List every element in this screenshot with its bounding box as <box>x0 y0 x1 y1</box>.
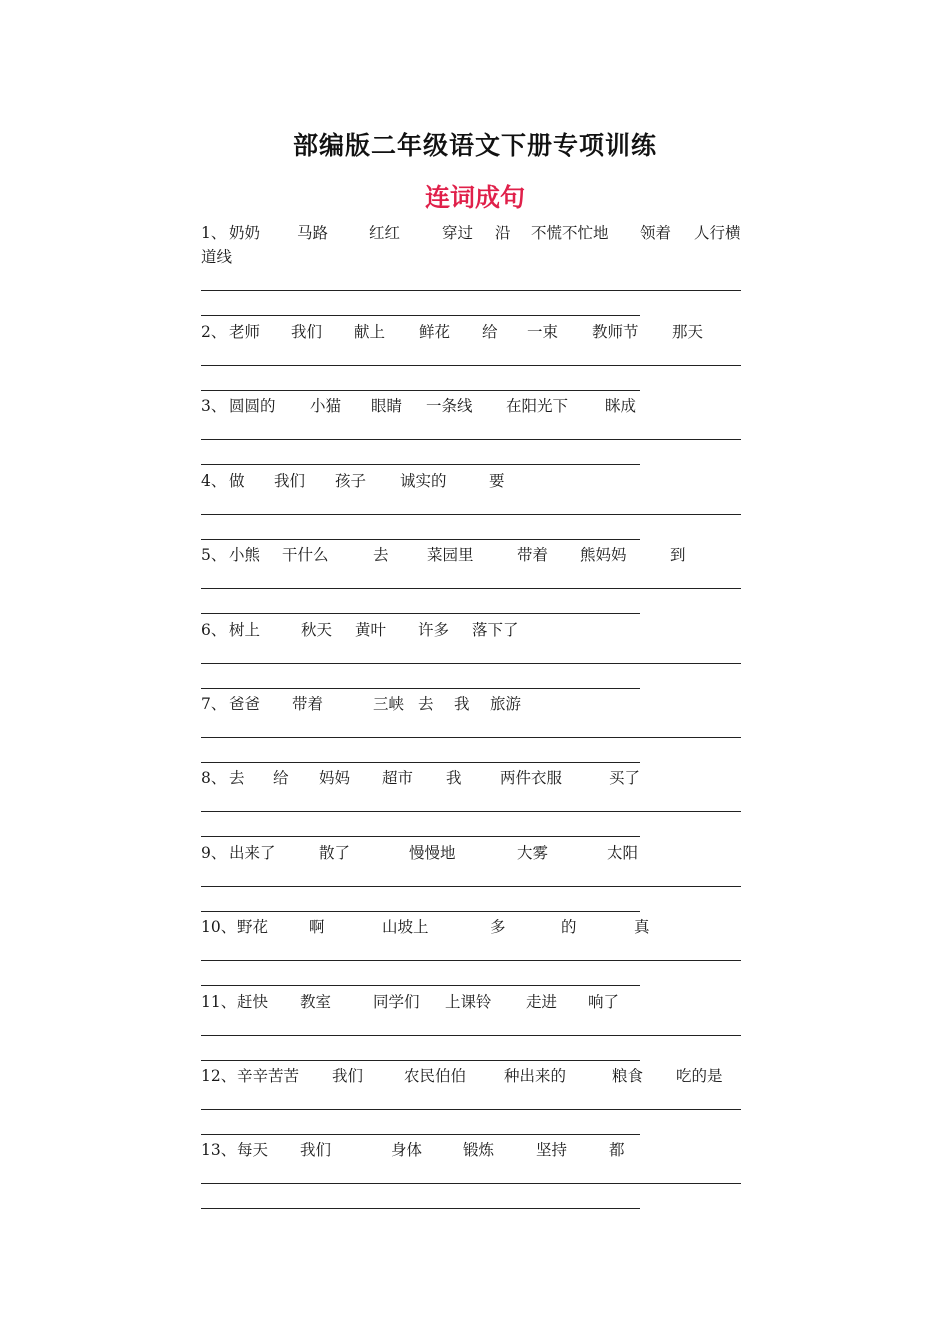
answer-line <box>201 365 741 366</box>
word-card: 马路 <box>297 224 329 242</box>
word-card: 种出来的 <box>504 1067 567 1085</box>
word-card: 奶奶 <box>229 224 261 242</box>
word-card: 爸爸 <box>229 695 261 713</box>
answer-line <box>201 1035 741 1036</box>
word-card: 我们 <box>332 1067 364 1085</box>
word-card: 三峡 <box>373 695 405 713</box>
word-card: 我 <box>446 769 462 787</box>
word-card: 那天 <box>672 323 704 341</box>
word-card: 去 <box>418 695 434 713</box>
answer-line <box>201 1060 640 1061</box>
word-card: 要 <box>489 472 505 490</box>
word-card: 我 <box>454 695 470 713</box>
exercise-number: 11、 <box>201 993 237 1011</box>
word-card: 落下了 <box>472 621 519 639</box>
word-card: 黄叶 <box>355 621 387 639</box>
word-card: 粮食 <box>612 1067 644 1085</box>
word-card: 给 <box>482 323 498 341</box>
exercise-number: 3、 <box>201 397 227 415</box>
word-card: 两件衣服 <box>500 769 563 787</box>
word-card: 坚持 <box>536 1141 568 1159</box>
word-card: 带着 <box>292 695 324 713</box>
word-card: 沿 <box>495 224 511 242</box>
word-card: 真 <box>634 918 650 936</box>
word-card: 红红 <box>369 224 401 242</box>
answer-line <box>201 1134 640 1135</box>
word-card: 太阳 <box>607 844 639 862</box>
word-card: 穿过 <box>442 224 474 242</box>
word-card: 领着 <box>640 224 672 242</box>
word-card: 树上 <box>229 621 261 639</box>
word-card: 菜园里 <box>427 546 474 564</box>
word-card: 赶快 <box>237 993 269 1011</box>
answer-line <box>201 663 741 664</box>
word-card: 啊 <box>309 918 325 936</box>
word-card: 散了 <box>319 844 351 862</box>
word-card: 妈妈 <box>319 769 351 787</box>
word-card: 身体 <box>391 1141 423 1159</box>
exercise-number: 9、 <box>201 844 227 862</box>
word-card: 辛辛苦苦 <box>237 1067 300 1085</box>
word-card: 教室 <box>300 993 332 1011</box>
word-card: 我们 <box>291 323 323 341</box>
answer-line <box>201 1183 741 1184</box>
word-card: 带着 <box>517 546 549 564</box>
exercise-number: 10、 <box>201 918 237 936</box>
word-card: 超市 <box>382 769 414 787</box>
word-card: 一条线 <box>426 397 473 415</box>
exercise-number: 5、 <box>201 546 227 564</box>
word-card: 野花 <box>237 918 269 936</box>
answer-line <box>201 960 741 961</box>
word-card: 山坡上 <box>382 918 429 936</box>
word-card: 许多 <box>418 621 450 639</box>
exercise-number: 12、 <box>201 1067 237 1085</box>
answer-line <box>201 588 741 589</box>
answer-line <box>201 464 640 465</box>
page-title: 部编版二年级语文下册专项训练 <box>292 131 657 160</box>
answer-line <box>201 836 640 837</box>
word-card: 教师节 <box>592 323 639 341</box>
answer-line <box>201 1109 741 1110</box>
word-card: 响了 <box>588 993 620 1011</box>
word-card: 的 <box>561 918 577 936</box>
answer-line <box>201 811 741 812</box>
exercise-words-continuation: 道线 <box>201 248 233 266</box>
word-card: 小猫 <box>310 397 342 415</box>
word-card: 锻炼 <box>463 1141 495 1159</box>
word-card: 多 <box>490 918 506 936</box>
exercise-number: 13、 <box>201 1141 237 1159</box>
word-card: 诚实的 <box>400 472 447 490</box>
exercise-number: 6、 <box>201 621 227 639</box>
word-card: 献上 <box>354 323 386 341</box>
answer-line <box>201 1208 640 1209</box>
word-card: 同学们 <box>373 993 420 1011</box>
page-subtitle: 连词成句 <box>424 183 525 212</box>
word-card: 大雾 <box>517 844 549 862</box>
exercise-number: 4、 <box>201 472 227 490</box>
answer-line <box>201 762 640 763</box>
answer-line <box>201 439 741 440</box>
word-card: 眯成 <box>605 397 637 415</box>
word-card: 人行横 <box>694 224 741 242</box>
word-card: 每天 <box>237 1141 269 1159</box>
exercise-number: 7、 <box>201 695 227 713</box>
answer-line <box>201 315 640 316</box>
word-card: 鲜花 <box>419 323 451 341</box>
answer-line <box>201 290 741 291</box>
answer-line <box>201 688 640 689</box>
exercise-number: 1、 <box>201 224 227 242</box>
word-card: 给 <box>273 769 289 787</box>
word-card: 圆圆的 <box>229 397 276 415</box>
word-card: 吃的是 <box>676 1067 723 1085</box>
word-card: 到 <box>670 546 686 564</box>
word-card: 农民伯伯 <box>404 1067 467 1085</box>
word-card: 我们 <box>274 472 306 490</box>
word-card: 都 <box>609 1141 625 1159</box>
word-card: 去 <box>373 546 389 564</box>
word-card: 孩子 <box>335 472 367 490</box>
word-card: 小熊 <box>229 546 261 564</box>
word-card: 出来了 <box>229 844 276 862</box>
word-card: 在阳光下 <box>506 397 569 415</box>
answer-line <box>201 911 640 912</box>
word-card: 上课铃 <box>445 993 492 1011</box>
word-card: 秋天 <box>301 621 333 639</box>
exercise-number: 8、 <box>201 769 227 787</box>
answer-line <box>201 886 741 887</box>
answer-line <box>201 514 741 515</box>
word-card: 慢慢地 <box>409 844 456 862</box>
word-card: 不慌不忙地 <box>531 224 609 242</box>
word-card: 一束 <box>527 323 559 341</box>
exercise-number: 2、 <box>201 323 227 341</box>
answer-line <box>201 985 640 986</box>
word-card: 走进 <box>526 993 558 1011</box>
answer-line <box>201 539 640 540</box>
word-card: 去 <box>229 769 245 787</box>
word-card: 熊妈妈 <box>580 546 627 564</box>
word-card: 旅游 <box>490 695 522 713</box>
word-card: 我们 <box>300 1141 332 1159</box>
answer-line <box>201 613 640 614</box>
answer-line <box>201 390 640 391</box>
word-card: 做 <box>229 472 245 490</box>
word-card: 老师 <box>229 323 261 341</box>
word-card: 眼睛 <box>371 397 403 415</box>
answer-line <box>201 737 741 738</box>
word-card: 干什么 <box>282 546 329 564</box>
word-card: 买了 <box>609 769 641 787</box>
